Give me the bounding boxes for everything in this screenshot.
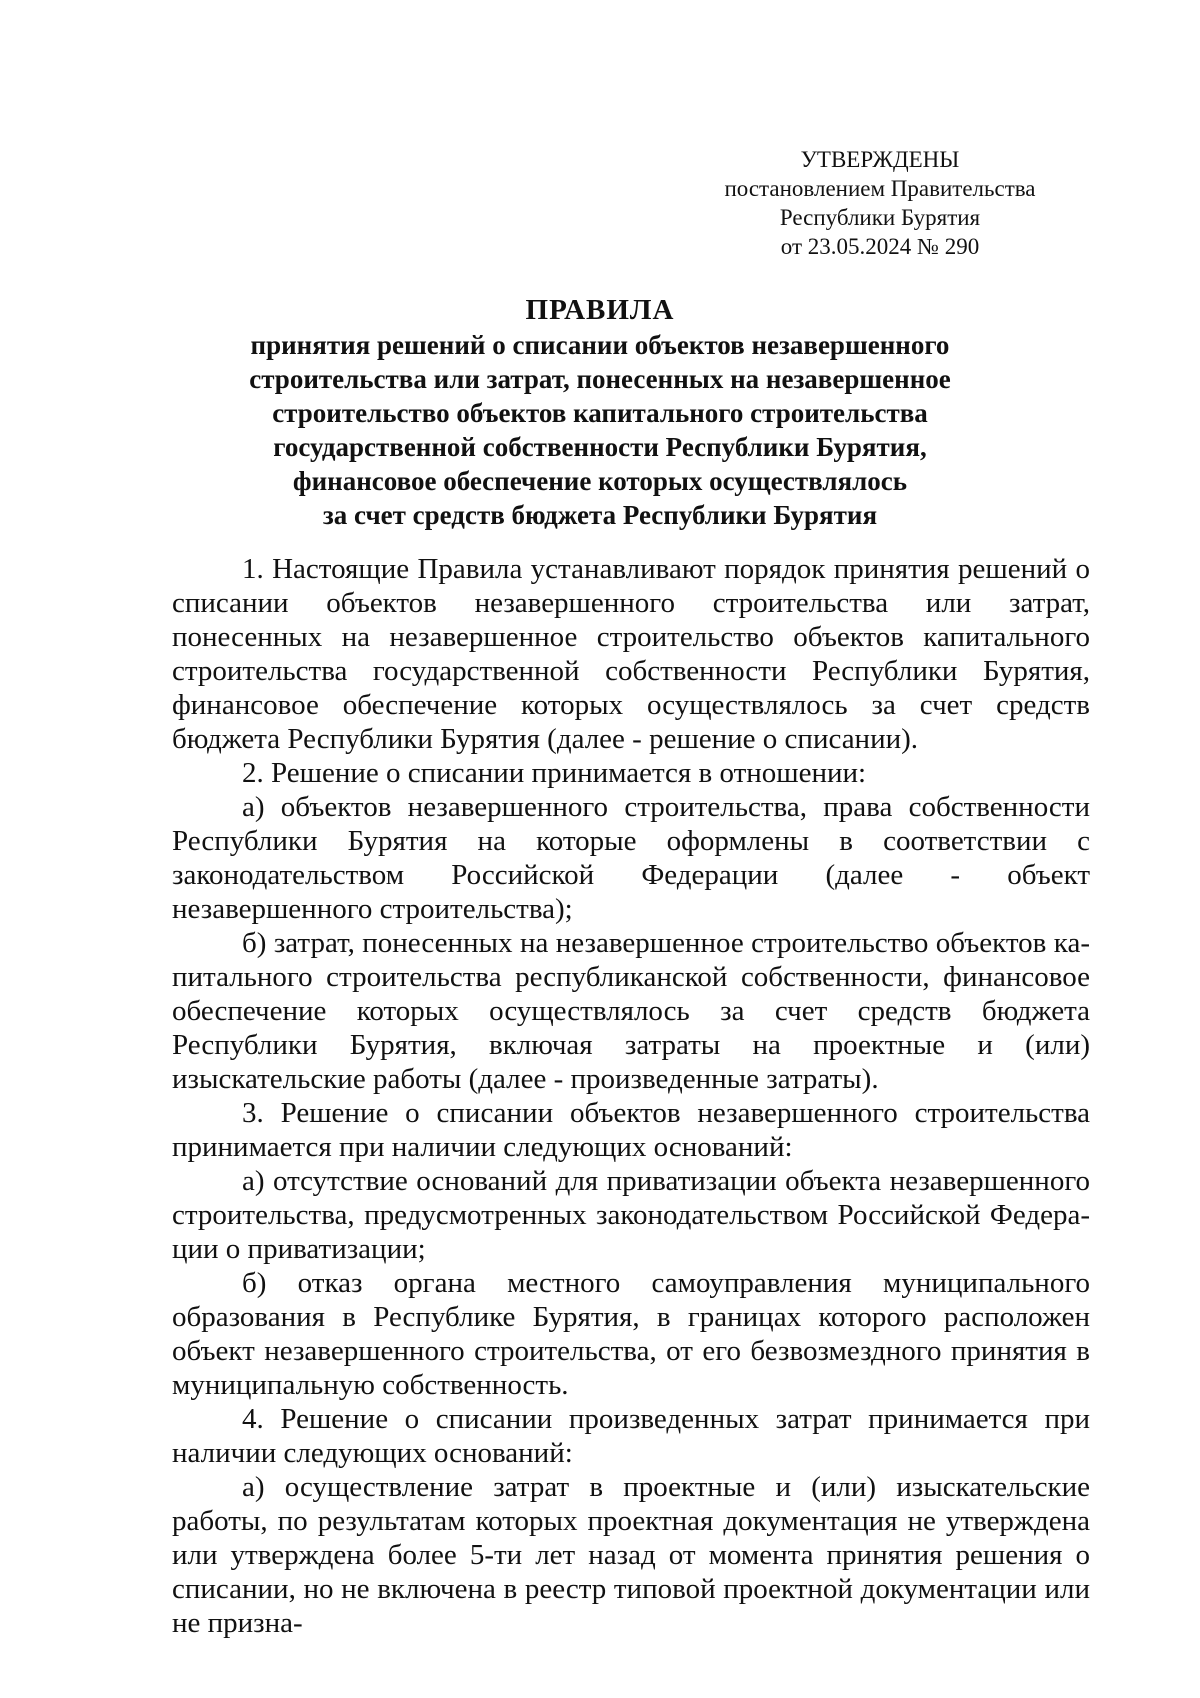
document-body [172, 552, 1090, 1640]
paragraph-3a: а) отсутствие оснований для приватизации объекта незавершенного строительства, предусмотренных законодательством Российской Федерации о приватизации; [172, 1165, 1090, 1265]
approval-heading: УТВЕРЖДЕНЫ [800, 147, 960, 172]
paragraph-3: 3. Решение о списании объектов незавершенного строительства принимается при наличии следующих оснований: [172, 1097, 1090, 1163]
title-line: финансовое обеспечение которых осуществлялось [292, 466, 908, 496]
paragraph-2: 2. Решение о списании принимается в отношении: [242, 757, 867, 789]
title-line: государственной собственности Республики Бурятия, [273, 432, 927, 462]
paragraph-1: 1. Настоящие Правила устанавливают порядок принятия решений о списании объектов незавершенного строительства или затрат, понесенных на незавершенное строительство объектов капитального строительства государственной собственности Республики Бурятия, финансовое обеспечение которых осуществлялось за счет средств бюджета Республики Бурятия (далее - решение о списании). [172, 553, 1090, 755]
title-line: за счет средств бюджета Республики Бурятия [322, 500, 878, 530]
approval-region: Республики Бурятия [779, 205, 981, 230]
paragraph-3b: б) отказ органа местного самоуправления муниципального образования в Республике Бурятия, в границах которого расположен объект незавершенного строительства, от его безвозмездного принятия в муниципальную собственность. [172, 1267, 1090, 1401]
title-line: строительства или затрат, понесенных на незавершенное [249, 364, 951, 394]
approval-stamp [700, 145, 1060, 261]
document-title [200, 292, 1000, 532]
paragraph-4a: а) осуществление затрат в проектные и (или) изыскательские работы, по результатам которых проектная документация не утверждена или утверждена более 5-ти лет назад от момента принятия решения о списании, но не включена в реестр типовой проектной документации или не призна- [172, 1471, 1090, 1639]
approval-date-number: от 23.05.2024 № 290 [780, 234, 980, 259]
paragraph-2a: а) объектов незавершенного строительства, права собственности Республики Бурятия на которые оформлены в соответствии с законодательством Российской Федерации (далее - объект незавершенного строительства); [172, 791, 1090, 925]
paragraph-2b: б) затрат, понесенных на незавершенное строительство объектов капитального строительства республиканской собственности, финансовое обеспечение которых осуществлялось за счет средств бюджета Республики Бурятия, включая затраты на проектные и (или) изыскательские работы (далее - произведенные затраты). [172, 927, 1090, 1095]
approval-resolution: постановлением Правительства [724, 176, 1036, 201]
paragraph-4: 4. Решение о списании произведенных затрат принимается при наличии следующих оснований: [172, 1403, 1090, 1469]
title-line: принятия решений о списании объектов незавершенного [250, 330, 950, 360]
title-line: строительство объектов капитального строительства [272, 398, 928, 428]
title-heading: ПРАВИЛА [525, 294, 675, 326]
